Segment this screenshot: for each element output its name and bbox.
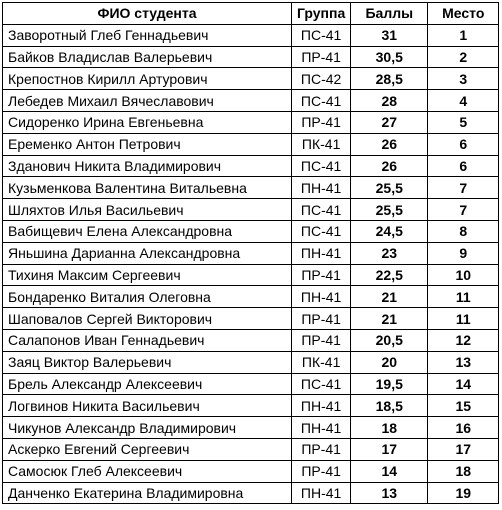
- cell-group: ПР-41: [292, 46, 351, 68]
- cell-place: 14: [428, 373, 499, 395]
- cell-name: Сидоренко Ирина Евгеньевна: [3, 111, 292, 133]
- cell-group: ПР-41: [292, 308, 351, 330]
- table-row: [3, 395, 499, 417]
- cell-score: 18,5: [351, 395, 428, 417]
- cell-name: Шаповалов Сергей Викторович: [3, 308, 292, 330]
- table-row: [3, 438, 499, 460]
- table-row: [3, 68, 499, 90]
- table-row: [3, 111, 499, 133]
- cell-name: Аскерко Евгений Сергеевич: [3, 438, 292, 460]
- cell-group: ПС-41: [292, 220, 351, 242]
- table-row: [3, 220, 499, 242]
- cell-group: ПС-41: [292, 155, 351, 177]
- cell-score: 23: [351, 242, 428, 264]
- cell-name: Кузьменкова Валентина Витальевна: [3, 177, 292, 199]
- cell-name: Лебедев Михаил Вячеславович: [3, 90, 292, 112]
- header-score: Баллы: [351, 3, 428, 25]
- table-row: [3, 46, 499, 68]
- cell-group: ПР-41: [292, 329, 351, 351]
- cell-place: 12: [428, 329, 499, 351]
- table-row: [3, 460, 499, 482]
- cell-group: ПН-41: [292, 482, 351, 504]
- cell-score: 24,5: [351, 220, 428, 242]
- cell-score: 18: [351, 417, 428, 439]
- cell-name: Логвинов Никита Васильевич: [3, 395, 292, 417]
- cell-name: Самосюк Глеб Алексеевич: [3, 460, 292, 482]
- cell-name: Бондаренко Виталия Олеговна: [3, 286, 292, 308]
- cell-group: ПК-41: [292, 133, 351, 155]
- cell-name: Вабищевич Елена Александровна: [3, 220, 292, 242]
- cell-group: ПР-41: [292, 438, 351, 460]
- cell-group: ПН-41: [292, 395, 351, 417]
- table-body: [3, 24, 499, 504]
- cell-place: 18: [428, 460, 499, 482]
- cell-place: 3: [428, 68, 499, 90]
- cell-name: Шляхтов Илья Васильевич: [3, 199, 292, 221]
- table-row: [3, 329, 499, 351]
- cell-score: 20: [351, 351, 428, 373]
- table-row: [3, 199, 499, 221]
- cell-score: 17: [351, 438, 428, 460]
- cell-group: ПН-41: [292, 177, 351, 199]
- cell-name: Зданович Никита Владимирович: [3, 155, 292, 177]
- table-row: [3, 308, 499, 330]
- cell-place: 10: [428, 264, 499, 286]
- cell-name: Заяц Виктор Валерьевич: [3, 351, 292, 373]
- cell-place: 7: [428, 177, 499, 199]
- cell-place: 6: [428, 133, 499, 155]
- table-row: [3, 482, 499, 504]
- cell-name: Крепостнов Кирилл Артурович: [3, 68, 292, 90]
- cell-place: 13: [428, 351, 499, 373]
- cell-place: 6: [428, 155, 499, 177]
- cell-name: Еременко Антон Петрович: [3, 133, 292, 155]
- cell-place: 19: [428, 482, 499, 504]
- table-row: [3, 177, 499, 199]
- cell-group: ПН-41: [292, 242, 351, 264]
- cell-score: 30,5: [351, 46, 428, 68]
- cell-place: 9: [428, 242, 499, 264]
- cell-score: 21: [351, 286, 428, 308]
- cell-score: 19,5: [351, 373, 428, 395]
- table-row: [3, 286, 499, 308]
- cell-score: 27: [351, 111, 428, 133]
- cell-group: ПС-41: [292, 199, 351, 221]
- cell-name: Яньшина Дарианна Александровна: [3, 242, 292, 264]
- cell-place: 17: [428, 438, 499, 460]
- header-group: Группа: [292, 3, 351, 25]
- cell-place: 11: [428, 286, 499, 308]
- cell-score: 31: [351, 24, 428, 46]
- cell-group: ПС-41: [292, 373, 351, 395]
- cell-place: 2: [428, 46, 499, 68]
- cell-place: 1: [428, 24, 499, 46]
- cell-name: Чикунов Александр Владимирович: [3, 417, 292, 439]
- table-row: [3, 242, 499, 264]
- cell-name: Байков Владислав Валерьевич: [3, 46, 292, 68]
- table-row: [3, 24, 499, 46]
- cell-group: ПН-41: [292, 417, 351, 439]
- table-row: [3, 264, 499, 286]
- cell-group: ПК-41: [292, 351, 351, 373]
- cell-place: 5: [428, 111, 499, 133]
- header-name: ФИО студента: [3, 3, 292, 25]
- cell-score: 20,5: [351, 329, 428, 351]
- cell-score: 28,5: [351, 68, 428, 90]
- cell-score: 13: [351, 482, 428, 504]
- cell-name: Тихиня Максим Сергеевич: [3, 264, 292, 286]
- cell-place: 4: [428, 90, 499, 112]
- table-row: [3, 133, 499, 155]
- table-row: [3, 373, 499, 395]
- cell-group: ПС-41: [292, 24, 351, 46]
- cell-score: 25,5: [351, 199, 428, 221]
- cell-place: 16: [428, 417, 499, 439]
- cell-score: 26: [351, 133, 428, 155]
- cell-group: ПС-42: [292, 68, 351, 90]
- cell-score: 28: [351, 90, 428, 112]
- table-row: [3, 90, 499, 112]
- cell-score: 26: [351, 155, 428, 177]
- cell-group: ПР-41: [292, 111, 351, 133]
- cell-score: 22,5: [351, 264, 428, 286]
- cell-group: ПН-41: [292, 286, 351, 308]
- table-row: [3, 417, 499, 439]
- cell-score: 21: [351, 308, 428, 330]
- cell-group: ПС-41: [292, 90, 351, 112]
- header-row: [3, 3, 499, 25]
- cell-score: 25,5: [351, 177, 428, 199]
- results-table: [2, 2, 499, 504]
- cell-place: 11: [428, 308, 499, 330]
- cell-place: 7: [428, 199, 499, 221]
- cell-name: Брель Александр Алексеевич: [3, 373, 292, 395]
- cell-group: ПР-41: [292, 460, 351, 482]
- cell-name: Заворотный Глеб Геннадьевич: [3, 24, 292, 46]
- cell-name: Салапонов Иван Геннадьевич: [3, 329, 292, 351]
- cell-place: 8: [428, 220, 499, 242]
- cell-name: Данченко Екатерина Владимировна: [3, 482, 292, 504]
- cell-place: 15: [428, 395, 499, 417]
- table-row: [3, 155, 499, 177]
- table-row: [3, 351, 499, 373]
- cell-score: 14: [351, 460, 428, 482]
- cell-group: ПР-41: [292, 264, 351, 286]
- header-place: Место: [428, 3, 499, 25]
